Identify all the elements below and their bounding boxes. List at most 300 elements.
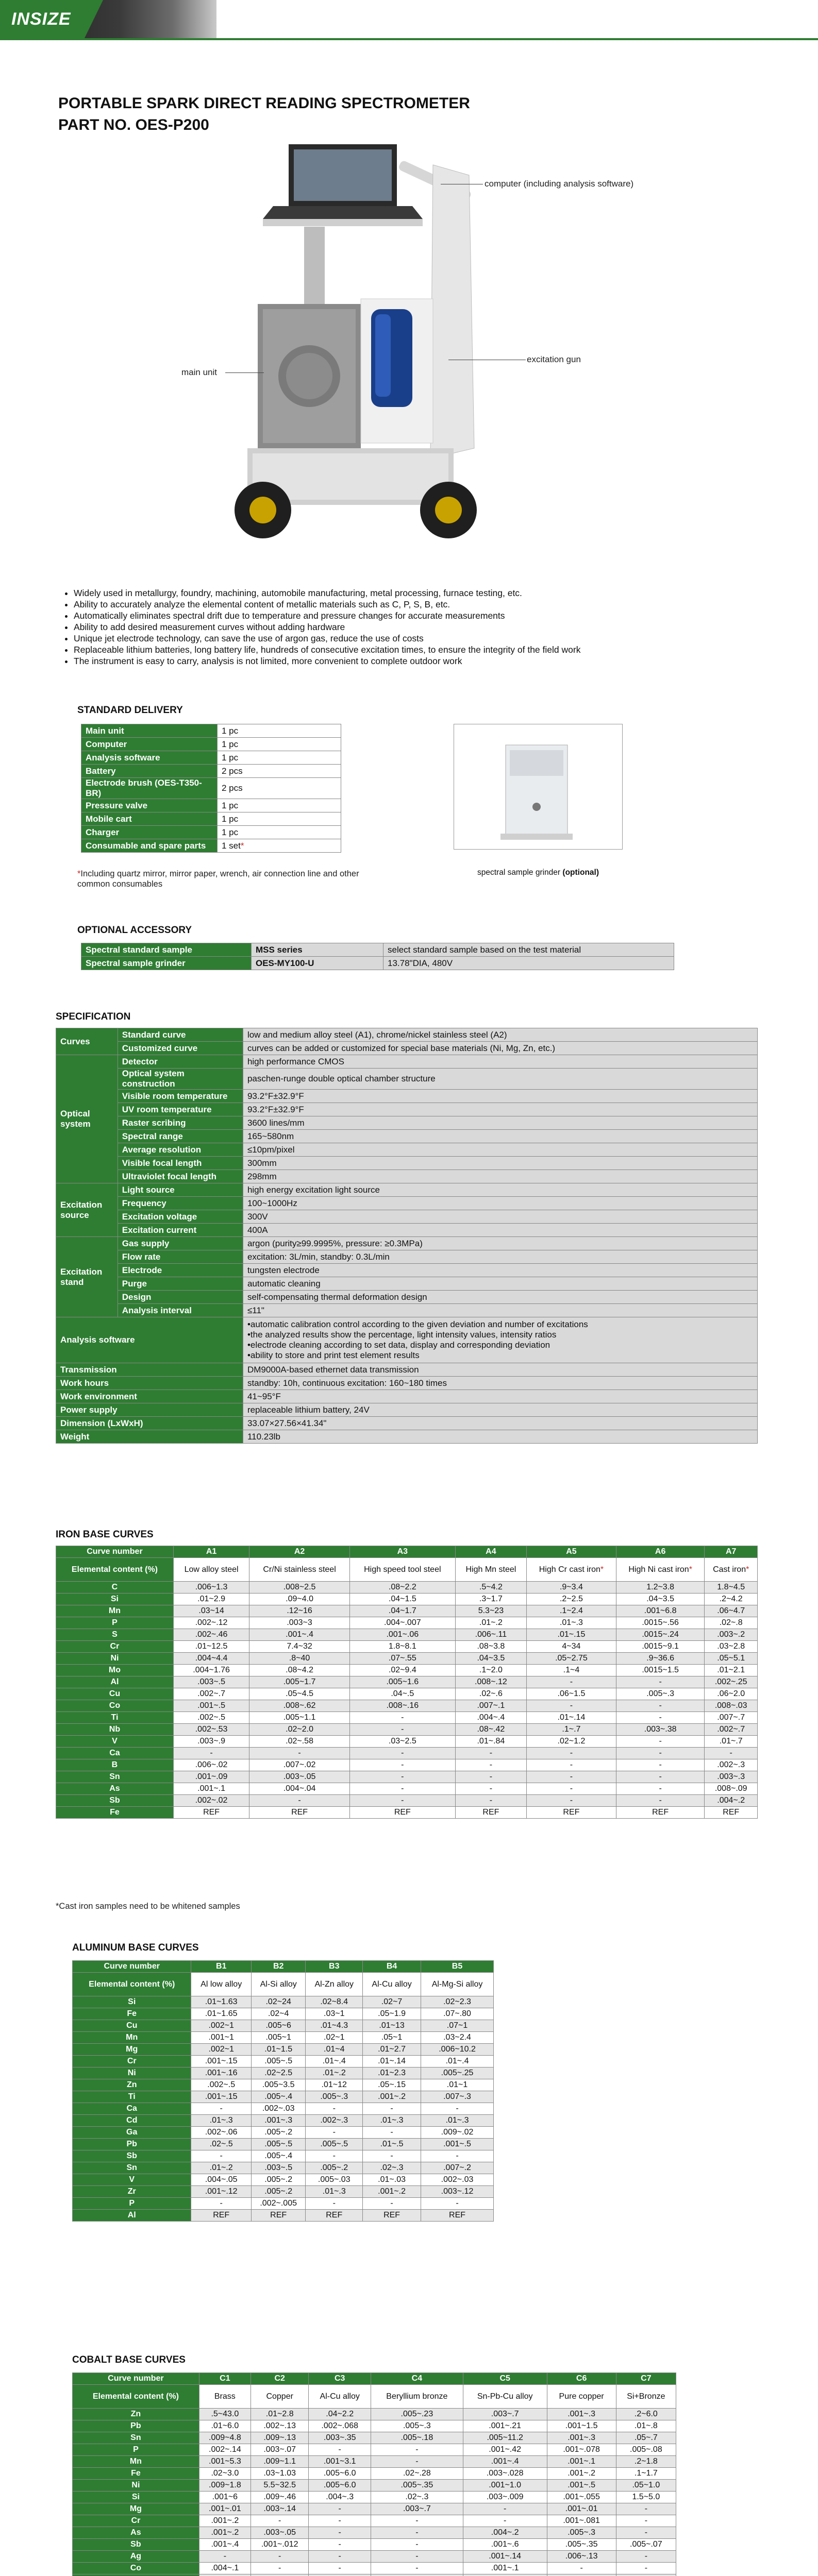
element-range: .005~.4 xyxy=(251,2150,305,2162)
element-row xyxy=(73,2563,676,2574)
element-symbol: Zr xyxy=(73,2186,191,2198)
element-range: .006~10.2 xyxy=(421,2044,494,2056)
element-range: - xyxy=(463,2503,547,2515)
element-range: .003~.7 xyxy=(463,2409,547,2420)
element-range: - xyxy=(527,1700,616,1712)
element-range: - xyxy=(527,1759,616,1771)
element-range: REF xyxy=(363,2210,421,2222)
element-range: .01~1.63 xyxy=(191,1996,251,2008)
element-range: .002~.14 xyxy=(199,2444,251,2456)
element-range: .003~.05 xyxy=(251,2527,309,2539)
element-range: .001~.2 xyxy=(199,2527,251,2539)
element-range: .01~.4 xyxy=(421,2056,494,2067)
element-symbol: Ni xyxy=(73,2480,199,2492)
element-symbol: Ca xyxy=(73,2103,191,2115)
element-range: .001~6 xyxy=(199,2492,251,2503)
element-range: .005~.5 xyxy=(251,2056,305,2067)
spec-row xyxy=(56,1197,758,1210)
element-range: .002~1 xyxy=(191,2044,251,2056)
element-range: - xyxy=(363,2150,421,2162)
element-range: .003~.3 xyxy=(705,1771,758,1783)
element-range: REF xyxy=(421,2210,494,2222)
element-row xyxy=(73,2186,494,2198)
spec-key: Excitation voltage xyxy=(118,1210,243,1224)
grinder-caption-text: spectral sample grinder xyxy=(477,868,561,877)
element-symbol: Cu xyxy=(73,2020,191,2032)
spectrometer-illustration xyxy=(227,129,495,551)
element-range: .01~2.8 xyxy=(251,2409,309,2420)
element-range: .03~2.5 xyxy=(349,1736,455,1748)
element-range: REF xyxy=(349,1807,455,1819)
feature-item: • The instrument is easy to carry, analysis is not limited, more convenient to complete outdoor work xyxy=(74,655,580,667)
spec-value: 300V xyxy=(243,1210,757,1224)
delivery-item-qty xyxy=(218,751,341,765)
element-range: .02~7 xyxy=(363,1996,421,2008)
element-row xyxy=(56,1688,758,1700)
element-range: .001~.4 xyxy=(463,2456,547,2468)
element-symbol: Cd xyxy=(73,2115,191,2127)
element-range: - xyxy=(527,1795,616,1807)
element-range: .004~.2 xyxy=(705,1795,758,1807)
curve-material-name: Low alloy steel xyxy=(173,1558,249,1582)
grinder-image-frame xyxy=(454,724,623,850)
element-range: .002~.12 xyxy=(173,1617,249,1629)
element-range: .01~1.65 xyxy=(191,2008,251,2020)
element-range: .01~.2 xyxy=(455,1617,526,1629)
element-range: .5~4.2 xyxy=(455,1582,526,1594)
element-range: .2~1.8 xyxy=(616,2456,676,2468)
delivery-item-qty xyxy=(218,738,341,751)
element-range: .02~.6 xyxy=(455,1688,526,1700)
spec-row xyxy=(56,1224,758,1237)
element-range: .01~2.3 xyxy=(363,2067,421,2079)
element-range: .02~2.3 xyxy=(421,1996,494,2008)
delivery-item-qty xyxy=(218,812,341,826)
element-symbol: Zn xyxy=(73,2409,199,2420)
element-symbol: Sb xyxy=(73,2150,191,2162)
element-row xyxy=(73,2198,494,2210)
element-range: .02~.3 xyxy=(363,2162,421,2174)
curve-material-name: Al-Cu alloy xyxy=(309,2385,371,2409)
spec-value: high performance CMOS xyxy=(243,1055,757,1069)
callout-excitation-gun: excitation gun xyxy=(527,354,581,364)
delivery-item-qty xyxy=(218,826,341,839)
element-range: - xyxy=(705,1748,758,1759)
delivery-item-name: Main unit xyxy=(81,724,218,738)
element-range: .01~.03 xyxy=(363,2174,421,2186)
element-range: REF xyxy=(705,1807,758,1819)
element-range: .005~.35 xyxy=(547,2539,616,2551)
spec-row xyxy=(56,1237,758,1250)
element-range: .001~.4 xyxy=(249,1629,350,1641)
spec-key: Analysis interval xyxy=(118,1304,243,1317)
element-row xyxy=(56,1712,758,1724)
element-range: .002~.068 xyxy=(309,2420,371,2432)
spec-row xyxy=(56,1028,758,1042)
element-symbol: Mg xyxy=(73,2503,199,2515)
element-range: .002~.02 xyxy=(173,1795,249,1807)
element-range: .001~.14 xyxy=(463,2551,547,2563)
feature-list xyxy=(64,587,580,667)
element-range: - xyxy=(306,2150,363,2162)
element-symbol: Ti xyxy=(73,2091,191,2103)
element-row xyxy=(73,2067,494,2079)
element-row xyxy=(73,2174,494,2186)
element-range: - xyxy=(371,2515,463,2527)
element-row xyxy=(56,1748,758,1759)
spec-value: replaceable lithium battery, 24V xyxy=(243,1403,757,1417)
curve-material-name: Al-Zn alloy xyxy=(306,1973,363,1996)
element-range: .008~.03 xyxy=(705,1700,758,1712)
grinder-caption-optional: (optional) xyxy=(562,868,599,877)
element-range xyxy=(547,2574,616,2576)
curve-code: A4 xyxy=(455,1546,526,1558)
callout-computer: computer (including analysis software) xyxy=(485,179,634,189)
element-symbol xyxy=(73,2574,199,2576)
element-range: .001~5.3 xyxy=(199,2456,251,2468)
delivery-item-qty-text: 1 pc xyxy=(222,814,239,824)
element-range: .002~.005 xyxy=(251,2198,305,2210)
spec-key: Transmission xyxy=(56,1363,243,1377)
grinder-caption xyxy=(454,868,623,877)
element-range: - xyxy=(616,1759,705,1771)
spec-row xyxy=(56,1277,758,1291)
curve-material-name xyxy=(527,1558,616,1582)
element-range: .006~.13 xyxy=(547,2551,616,2563)
curve-material-star: * xyxy=(600,1565,604,1574)
element-range: .004~.3 xyxy=(309,2492,371,2503)
element-range: .003~.35 xyxy=(309,2432,371,2444)
accessory-row xyxy=(81,957,674,970)
element-range: - xyxy=(249,1795,350,1807)
element-range: REF xyxy=(191,2210,251,2222)
delivery-item-qty xyxy=(218,799,341,812)
element-symbol: Ga xyxy=(73,2127,191,2139)
element-range: - xyxy=(309,2527,371,2539)
aluminum-curves-table xyxy=(72,1960,494,2222)
element-symbol: Al xyxy=(56,1676,174,1688)
element-symbol: Sb xyxy=(56,1795,174,1807)
element-range: .005~.2 xyxy=(251,2174,305,2186)
element-range: .007~.7 xyxy=(705,1712,758,1724)
spec-key: Excitation current xyxy=(118,1224,243,1237)
element-range: .03~2.4 xyxy=(421,2032,494,2044)
spec-key: Work hours xyxy=(56,1377,243,1390)
element-range: - xyxy=(349,1795,455,1807)
element-symbol: Ag xyxy=(73,2551,199,2563)
curve-code: C1 xyxy=(199,2373,251,2385)
element-range: .009~4.8 xyxy=(199,2432,251,2444)
element-range: .001~1.0 xyxy=(463,2480,547,2492)
element-range: .01~.3 xyxy=(306,2186,363,2198)
element-range: .2~4.2 xyxy=(705,1594,758,1605)
element-range: .001~.081 xyxy=(547,2515,616,2527)
curve-material-name: Sn-Pb-Cu alloy xyxy=(463,2385,547,2409)
element-range: .001~.3 xyxy=(251,2115,305,2127)
element-row xyxy=(73,2020,494,2032)
callout-main-unit: main unit xyxy=(181,367,217,377)
element-range: .02~2.5 xyxy=(251,2067,305,2079)
delivery-item-name: Mobile cart xyxy=(81,812,218,826)
element-symbol: Fe xyxy=(73,2468,199,2480)
curve-code: B4 xyxy=(363,1961,421,1973)
spec-value: standby: 10h, continuous excitation: 160~180 times xyxy=(243,1377,757,1390)
element-range: .001~.5 xyxy=(173,1700,249,1712)
curve-code: A7 xyxy=(705,1546,758,1558)
element-symbol: Nb xyxy=(56,1724,174,1736)
element-range: - xyxy=(309,2563,371,2574)
spec-row xyxy=(56,1417,758,1430)
element-range: - xyxy=(199,2551,251,2563)
curve-code: B1 xyxy=(191,1961,251,1973)
element-range: .08~4.2 xyxy=(249,1665,350,1676)
element-row xyxy=(73,2574,676,2576)
element-row xyxy=(56,1783,758,1795)
delivery-item-qty-text: 1 pc xyxy=(222,752,239,762)
element-range: .06~4.7 xyxy=(705,1605,758,1617)
element-row xyxy=(73,2139,494,2150)
element-range: - xyxy=(616,1795,705,1807)
curve-number-label: Curve number xyxy=(73,1961,191,1973)
element-range: .05~1 xyxy=(363,2032,421,2044)
element-range: .02~24 xyxy=(251,1996,305,2008)
element-range: - xyxy=(455,1795,526,1807)
element-row xyxy=(56,1594,758,1605)
element-symbol: Si xyxy=(56,1594,174,1605)
element-range: .03~1.03 xyxy=(251,2468,309,2480)
element-range: - xyxy=(309,2515,371,2527)
element-range: .01~.14 xyxy=(363,2056,421,2067)
element-range: .005~.03 xyxy=(306,2174,363,2186)
element-range: .004~.05 xyxy=(191,2174,251,2186)
element-range: .02~1 xyxy=(306,2032,363,2044)
element-range: .04~3.5 xyxy=(455,1653,526,1665)
element-range xyxy=(309,2574,371,2576)
element-range: .005~.2 xyxy=(251,2127,305,2139)
element-range: .0015~1.5 xyxy=(616,1665,705,1676)
element-row xyxy=(73,2115,494,2127)
element-range: - xyxy=(306,2103,363,2115)
specification-heading: SPECIFICATION xyxy=(56,1011,131,1022)
curve-header-row xyxy=(73,2373,676,2385)
element-symbol: Cu xyxy=(56,1688,174,1700)
element-row xyxy=(73,2091,494,2103)
element-symbol: Sn xyxy=(73,2162,191,2174)
curve-code: A1 xyxy=(173,1546,249,1558)
element-range: .005~11.2 xyxy=(463,2432,547,2444)
spec-row xyxy=(56,1363,758,1377)
element-row xyxy=(56,1736,758,1748)
spec-row xyxy=(56,1090,758,1103)
element-range: .001~.1 xyxy=(463,2563,547,2574)
curve-material-name: High speed tool steel xyxy=(349,1558,455,1582)
element-range: .1~4 xyxy=(527,1665,616,1676)
spec-key: Average resolution xyxy=(118,1143,243,1157)
standard-delivery-table xyxy=(81,724,341,853)
element-range: .005~1.7 xyxy=(249,1676,350,1688)
element-symbol: P xyxy=(73,2198,191,2210)
element-range: .001~.42 xyxy=(463,2444,547,2456)
element-symbol: Ca xyxy=(56,1748,174,1759)
element-range: .01~.3 xyxy=(191,2115,251,2127)
element-row xyxy=(56,1795,758,1807)
element-range: .01~1.5 xyxy=(251,2044,305,2056)
element-range: .005~.3 xyxy=(371,2420,463,2432)
curve-material-name: Copper xyxy=(251,2385,309,2409)
element-range: .002~.3 xyxy=(705,1759,758,1771)
element-range: - xyxy=(363,2127,421,2139)
element-row xyxy=(56,1629,758,1641)
element-range: .04~3.5 xyxy=(616,1594,705,1605)
element-symbol: Mo xyxy=(56,1665,174,1676)
element-symbol: Ni xyxy=(73,2067,191,2079)
element-range: .05~5.1 xyxy=(705,1653,758,1665)
spec-value: DM9000A-based ethernet data transmission xyxy=(243,1363,757,1377)
spec-value: argon (purity≥99.9995%, pressure: ≥0.3MPa) xyxy=(243,1237,757,1250)
spec-software-line: •electrode cleaning according to set data, display and corresponding deviation xyxy=(247,1340,550,1350)
element-range: .003~.009 xyxy=(463,2492,547,2503)
element-range: .001~.3 xyxy=(547,2432,616,2444)
element-symbol: Al xyxy=(73,2210,191,2222)
curve-header-row xyxy=(73,1961,494,1973)
element-range: .05~4.5 xyxy=(249,1688,350,1700)
element-range: - xyxy=(191,2103,251,2115)
element-range: .1~2.0 xyxy=(455,1665,526,1676)
delivery-item-name: Charger xyxy=(81,826,218,839)
curve-number-label: Curve number xyxy=(73,2373,199,2385)
element-range: .001~.055 xyxy=(547,2492,616,2503)
spec-group-label: Excitation source xyxy=(56,1183,118,1237)
element-row xyxy=(73,2210,494,2222)
element-range: .01~.5 xyxy=(363,2139,421,2150)
element-range: .8~40 xyxy=(249,1653,350,1665)
element-range: .001~.2 xyxy=(547,2468,616,2480)
callout-main-unit-line xyxy=(225,372,264,373)
spec-value: 93.2°F±32.9°F xyxy=(243,1090,757,1103)
delivery-item-name: Consumable and spare parts xyxy=(81,839,218,853)
element-symbol: Ti xyxy=(56,1712,174,1724)
element-range: 4~34 xyxy=(527,1641,616,1653)
element-range: - xyxy=(527,1676,616,1688)
curve-code: A5 xyxy=(527,1546,616,1558)
element-range: .0015~9.1 xyxy=(616,1641,705,1653)
element-range: - xyxy=(306,2198,363,2210)
spec-value: 110.23lb xyxy=(243,1430,757,1444)
element-range: .01~.4 xyxy=(306,2056,363,2067)
element-range: .1~2.4 xyxy=(527,1605,616,1617)
element-row xyxy=(56,1807,758,1819)
element-range: .2~6.0 xyxy=(616,2409,676,2420)
element-symbol: P xyxy=(73,2444,199,2456)
element-range xyxy=(251,2574,309,2576)
element-range: - xyxy=(349,1771,455,1783)
element-symbol: Zn xyxy=(73,2079,191,2091)
element-row xyxy=(73,2480,676,2492)
spec-key: Frequency xyxy=(118,1197,243,1210)
delivery-row xyxy=(81,799,341,812)
element-range: - xyxy=(349,1783,455,1795)
element-range: .005~6.0 xyxy=(309,2468,371,2480)
curve-code: C5 xyxy=(463,2373,547,2385)
element-row xyxy=(73,2503,676,2515)
element-range: .002~.7 xyxy=(173,1688,249,1700)
element-range: .01~.3 xyxy=(421,2115,494,2127)
element-range: .01~.3 xyxy=(363,2115,421,2127)
delivery-item-name: Computer xyxy=(81,738,218,751)
element-range: 1.8~8.1 xyxy=(349,1641,455,1653)
element-range: .003~.7 xyxy=(371,2503,463,2515)
element-range: .008~.16 xyxy=(349,1700,455,1712)
element-row xyxy=(56,1605,758,1617)
element-range: - xyxy=(251,2515,309,2527)
element-range: .03~14 xyxy=(173,1605,249,1617)
element-range: .001~.09 xyxy=(173,1771,249,1783)
curve-material-name-text: Cast iron xyxy=(713,1565,746,1574)
element-row xyxy=(73,2551,676,2563)
element-row xyxy=(56,1771,758,1783)
element-range: .008~.62 xyxy=(249,1700,350,1712)
element-range: - xyxy=(371,2444,463,2456)
accessory-name: Spectral sample grinder xyxy=(81,957,252,970)
element-content-label: Elemental content (%) xyxy=(73,1973,191,1996)
element-range: 1.5~5.0 xyxy=(616,2492,676,2503)
element-range: .004~.04 xyxy=(249,1783,350,1795)
spec-row xyxy=(56,1143,758,1157)
spec-group-label: Optical system xyxy=(56,1055,118,1183)
element-range: - xyxy=(371,2539,463,2551)
delivery-item-qty xyxy=(218,778,341,799)
element-range: .002~1 xyxy=(191,2020,251,2032)
spec-value: high energy excitation light source xyxy=(243,1183,757,1197)
element-range: .3~1.7 xyxy=(455,1594,526,1605)
element-range: .001~.15 xyxy=(191,2056,251,2067)
element-row xyxy=(73,2044,494,2056)
element-symbol: Pb xyxy=(73,2139,191,2150)
feature-item: • Unique jet electrode technology, can save the use of argon gas, reduce the use of costs xyxy=(74,633,580,644)
element-range: .003~.07 xyxy=(251,2444,309,2456)
element-row xyxy=(56,1653,758,1665)
element-symbol: Sn xyxy=(56,1771,174,1783)
spec-row xyxy=(56,1103,758,1116)
element-row xyxy=(73,2420,676,2432)
element-range: .003~.2 xyxy=(705,1629,758,1641)
element-range: .08~.42 xyxy=(455,1724,526,1736)
element-range: REF xyxy=(306,2210,363,2222)
element-range: .04~2.2 xyxy=(309,2409,371,2420)
curve-material-name: High Mn steel xyxy=(455,1558,526,1582)
element-range: .005~.5 xyxy=(251,2139,305,2150)
element-range: .001~1.5 xyxy=(547,2420,616,2432)
element-range: - xyxy=(371,2456,463,2468)
curve-material-name: Al low alloy xyxy=(191,1973,251,1996)
element-range: - xyxy=(616,1676,705,1688)
element-range: .001~.21 xyxy=(463,2420,547,2432)
element-range: .006~.11 xyxy=(455,1629,526,1641)
element-range: .2~2.5 xyxy=(527,1594,616,1605)
element-range: .004~.2 xyxy=(463,2527,547,2539)
delivery-row xyxy=(81,778,341,799)
spec-value: paschen-runge double optical chamber structure xyxy=(243,1069,757,1090)
element-range: .005~3.5 xyxy=(251,2079,305,2091)
element-range: .001~1 xyxy=(191,2032,251,2044)
spec-key: Detector xyxy=(118,1055,243,1069)
curve-name-row xyxy=(73,2385,676,2409)
spec-value: 41~95°F xyxy=(243,1390,757,1403)
spec-row xyxy=(56,1291,758,1304)
feature-item: • Automatically eliminates spectral drift due to temperature and pressure changes for accurate measurements xyxy=(74,610,580,621)
curve-material-name: Brass xyxy=(199,2385,251,2409)
element-range: .005~6 xyxy=(251,2020,305,2032)
